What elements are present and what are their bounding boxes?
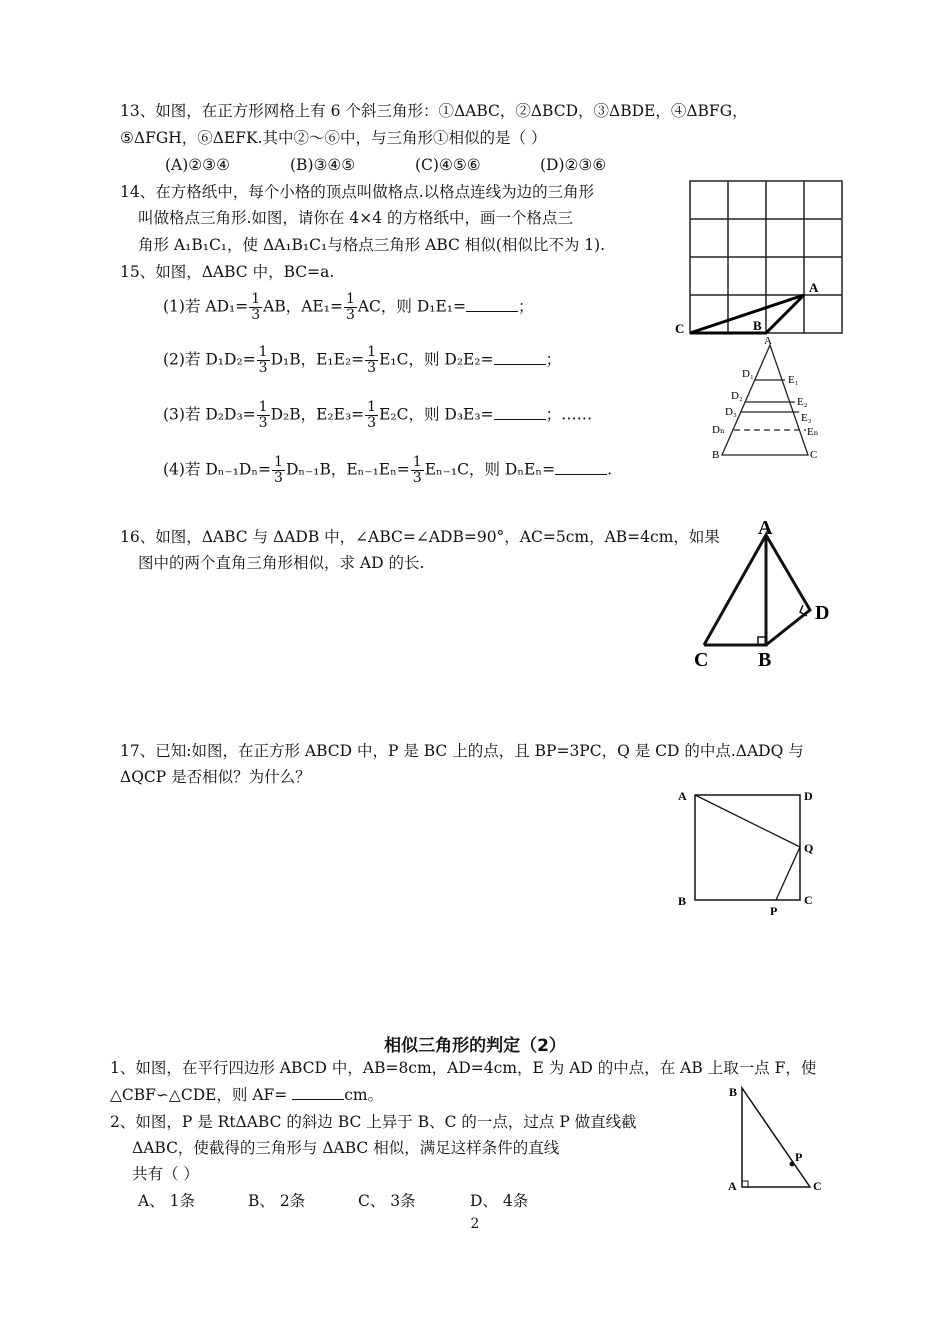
q15-p1-mid1: AB，AE₁=	[263, 297, 343, 316]
q15-triangle-figure	[700, 335, 830, 465]
q15-p1-end: ；	[518, 297, 534, 316]
fraction-numerator: 1	[367, 344, 377, 360]
q15-p2-pre: (2)若 D₁D₂=	[163, 350, 256, 369]
s2q1-line2	[110, 1085, 383, 1105]
triangle-abc	[690, 295, 804, 333]
q15-p2-end: ；	[545, 350, 562, 369]
q13-line2: ⑤ΔFGH，⑥ΔEFK.其中②～⑥中，与三角形①相似的是（ ）	[120, 129, 547, 147]
label-e3: E₃	[801, 412, 812, 424]
q15-p3-end: ；……	[545, 405, 593, 424]
fraction	[249, 292, 262, 323]
label-a: A	[758, 517, 773, 539]
label-b: B	[753, 318, 762, 333]
label-en: Eₙ	[807, 426, 819, 438]
s2q2-line2: ΔABC，使截得的三角形与 ΔABC 相似，满足这样条件的直线	[132, 1139, 560, 1157]
q15-p2-mid2: E₁C，则 D₂E₂=	[379, 350, 494, 369]
q15-p4-mid1: Dₙ₋₁B，Eₙ₋₁Eₙ=	[285, 460, 410, 479]
label-p: P	[795, 1150, 803, 1164]
page-number: 2	[470, 1216, 480, 1232]
q16-line2: 图中的两个直角三角形相似，求 AD 的长.	[138, 554, 425, 572]
label-q: Q	[804, 841, 814, 855]
q16-line1: 16、如图，ΔABC 与 ΔADB 中，∠ABC=∠ADB=90°，AC=5cm，AB=4cm，如果	[120, 528, 720, 546]
answer-blank[interactable]	[494, 419, 546, 420]
q15-part4	[163, 455, 612, 486]
label-e1: E₁	[788, 374, 799, 386]
q13-option-c: (C)④⑤⑥	[415, 156, 481, 174]
grid-lines	[690, 181, 842, 333]
segment-qp	[776, 847, 800, 900]
fraction-denominator: 3	[345, 307, 355, 323]
fraction	[344, 292, 357, 323]
q15-p4-pre: (4)若 Dₙ₋₁Dₙ=	[163, 460, 272, 479]
label-a: A	[809, 280, 819, 295]
label-d1: D₁	[742, 368, 754, 380]
q17-square-figure	[675, 785, 825, 920]
s2q2-option-c: C、 3条	[358, 1192, 416, 1210]
fraction-denominator: 3	[251, 307, 261, 323]
q14-grid-figure	[675, 178, 850, 338]
fraction-denominator: 3	[367, 415, 377, 431]
q17-line1: 17、已知:如图，在正方形 ABCD 中，P 是 BC 上的点，且 BP=3PC，Q 是 CD 的中点.ΔADQ 与	[120, 742, 804, 760]
fraction-numerator: 1	[412, 454, 422, 470]
fraction-denominator: 3	[412, 470, 422, 486]
label-c: C	[675, 321, 685, 336]
label-a: A	[728, 1179, 737, 1193]
fraction-denominator: 3	[258, 360, 268, 376]
q14-line1: 14、在方格纸中，每个小格的顶点叫做格点.以格点连线为边的三角形	[120, 183, 595, 201]
q15-p1-pre: (1)若 AD₁=	[163, 297, 249, 316]
fraction	[411, 455, 424, 486]
answer-blank[interactable]	[292, 1099, 344, 1100]
fraction-numerator: 1	[258, 344, 268, 360]
s2q2-option-d: D、 4条	[470, 1192, 529, 1210]
answer-blank[interactable]	[466, 311, 518, 312]
label-a: A	[764, 335, 772, 347]
label-d2: D₂	[731, 390, 743, 402]
fraction	[365, 345, 378, 376]
q15-p2-mid1: D₁B，E₁E₂=	[270, 350, 365, 369]
fraction-numerator: 1	[274, 454, 283, 470]
s2q2-option-a: A、 1条	[138, 1192, 195, 1210]
s2q2-line3: 共有（ ）	[132, 1165, 199, 1183]
q14-line3: 角形 A₁B₁C₁，使 ΔA₁B₁C₁与格点三角形 ABC 相似(相似比不为 1).	[138, 236, 606, 254]
label-c: C	[813, 1179, 822, 1193]
label-b: B	[729, 1085, 738, 1099]
label-d3: D₃	[725, 406, 737, 418]
fraction-numerator: 1	[251, 291, 261, 307]
q15-p4-end: .	[607, 460, 612, 479]
q15-p3-mid1: D₂B，E₂E₃=	[270, 405, 365, 424]
q16-figure	[690, 517, 850, 671]
fraction	[257, 345, 270, 376]
fraction-numerator: 1	[345, 291, 355, 307]
answer-blank[interactable]	[555, 474, 607, 475]
segment-aq	[695, 795, 800, 847]
q15-p3-mid2: E₂C，则 D₃E₃=	[379, 405, 494, 424]
s2q1-line2-end: cm。	[344, 1086, 384, 1104]
triangle-abc	[704, 535, 766, 645]
q15-p3-pre: (3)若 D₂D₃=	[163, 405, 256, 424]
fraction-denominator: 3	[274, 470, 283, 486]
point-p	[790, 1162, 795, 1167]
q15-part3	[163, 400, 592, 431]
label-c: C	[804, 893, 813, 907]
answer-blank[interactable]	[494, 364, 546, 365]
q15-part2	[163, 345, 561, 376]
s2q2-option-b: B、 2条	[248, 1192, 306, 1210]
fraction-denominator: 3	[258, 415, 268, 431]
fraction-numerator: 1	[367, 399, 377, 415]
q14-line2: 叫做格点三角形.如图，请你在 4×4 的方格纸中，画一个格点三	[138, 209, 573, 227]
q15-p4-mid2: Eₙ₋₁C，则 DₙEₙ=	[424, 460, 556, 479]
s2q1-line1: 1、如图，在平行四边形 ABCD 中，AB=8cm，AD=4cm，E 为 AD 的中点，在 AB 上取一点 F，使	[110, 1059, 817, 1077]
q13-option-b: (B)③④⑤	[290, 156, 356, 174]
label-d: D	[804, 789, 813, 803]
section-title: 相似三角形的判定（2）	[384, 1036, 566, 1056]
triangle-abc	[742, 1088, 810, 1187]
fraction	[272, 455, 285, 486]
right-angle-a	[742, 1181, 748, 1187]
q13-option-d: (D)②③⑥	[540, 156, 607, 174]
s2q2-triangle-figure	[725, 1078, 835, 1198]
q13-line1: 13、如图，在正方形网格上有 6 个斜三角形：①ΔABC，②ΔBCD，③ΔBDE，④ΔBFG，	[120, 102, 748, 120]
square-abcd	[695, 795, 800, 900]
q15-line1: 15、如图，ΔABC 中，BC=a.	[120, 263, 335, 281]
fraction	[365, 400, 378, 431]
q13-option-a: (A)②③④	[165, 156, 230, 174]
s2q2-line1: 2、如图，P 是 RtΔABC 的斜边 BC 上异于 B、C 的一点，过点 P 做直线截	[110, 1113, 637, 1131]
label-e2: E₂	[797, 396, 808, 408]
fraction	[257, 400, 270, 431]
s2q1-line2-pre: △CBF∽△CDE，则 AF=	[110, 1086, 288, 1104]
label-c: C	[810, 449, 818, 461]
label-b: B	[712, 449, 720, 461]
triangle-adb	[766, 535, 810, 645]
fraction-numerator: 1	[258, 399, 268, 415]
label-d: D	[815, 602, 830, 624]
label-b: B	[678, 894, 687, 908]
label-a: A	[678, 789, 687, 803]
label-b: B	[758, 649, 772, 671]
fraction-denominator: 3	[367, 360, 377, 376]
q15-part1	[163, 292, 534, 323]
label-p: P	[770, 904, 778, 918]
label-dn: Dₙ	[712, 424, 725, 436]
label-c: C	[694, 649, 709, 671]
q17-line2: ΔQCP 是否相似？为什么？	[120, 768, 311, 786]
q15-p1-mid2: AC，则 D₁E₁=	[357, 297, 466, 316]
